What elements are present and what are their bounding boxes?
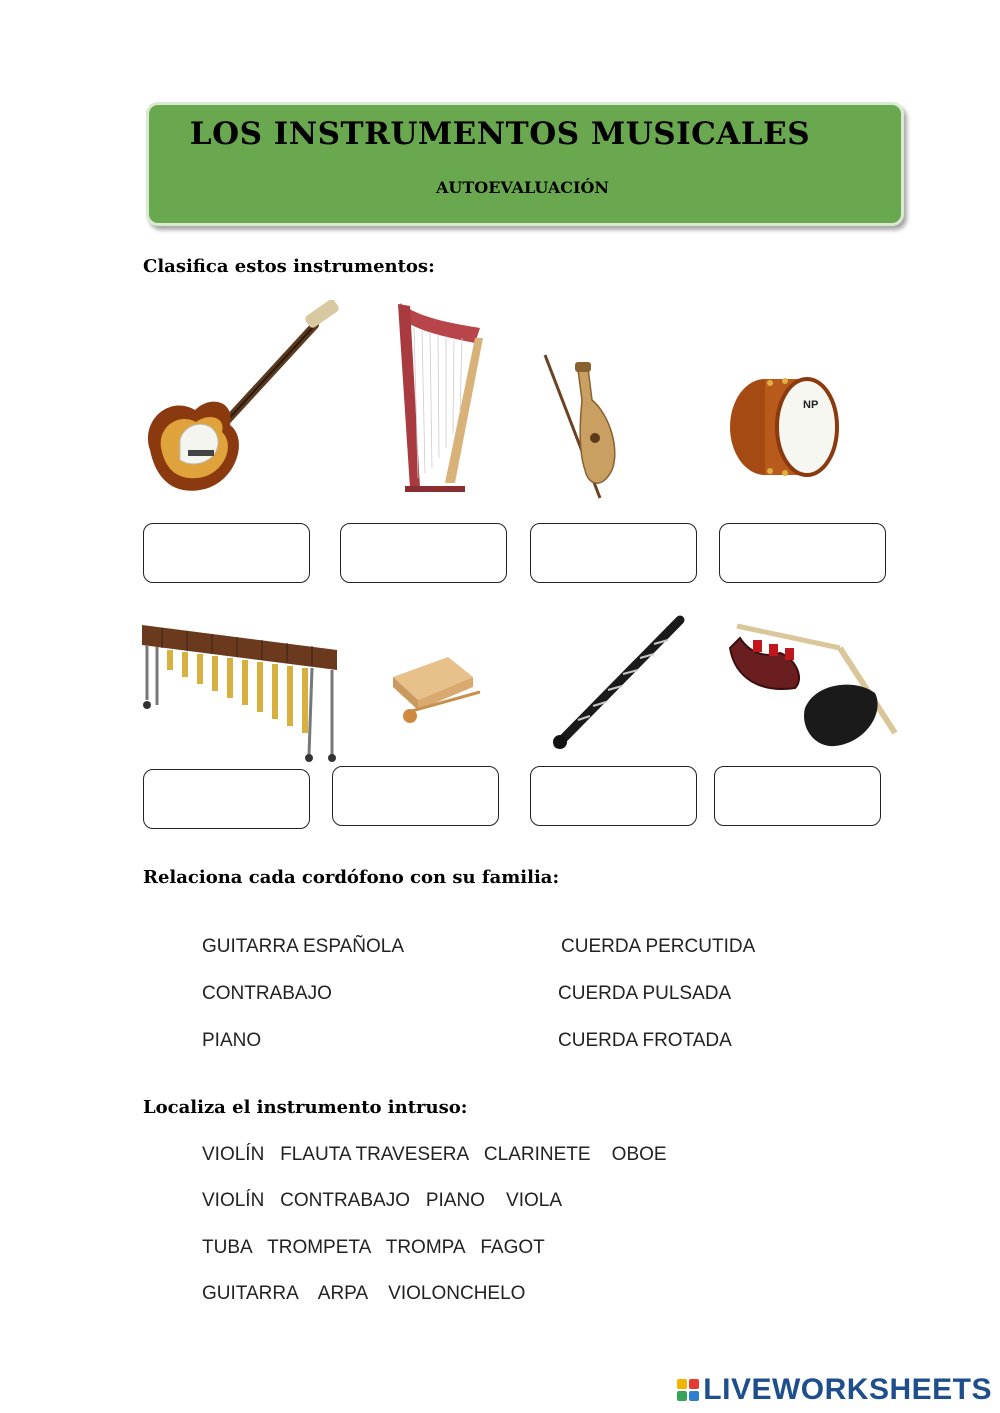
harp-icon [390,298,490,498]
marimba-icon [137,620,347,765]
answer-box-5[interactable] [143,769,310,829]
section2-heading: Relaciona cada cordófono con su familia: [143,867,560,888]
answer-box-7[interactable] [530,766,697,826]
intruder-line-4[interactable]: GUITARRA ARPA VIOLONCHELO [202,1283,526,1304]
match-right-1[interactable]: CUERDA PERCUTIDA [561,936,756,957]
section1-heading: Clasifica estos instrumentos: [143,256,435,277]
answer-box-6[interactable] [332,766,499,826]
intruder-line-2[interactable]: VIOLÍN CONTRABAJO PIANO VIOLA [202,1190,563,1211]
wood-block-icon [388,652,488,727]
section3-heading: Localiza el instrumento intruso: [143,1097,468,1118]
svg-text:NP: NP [803,399,819,411]
answer-box-2[interactable] [340,523,507,583]
match-right-3[interactable]: CUERDA FROTADA [558,1030,732,1051]
answer-box-1[interactable] [143,523,310,583]
match-right-2[interactable]: CUERDA PULSADA [558,983,732,1004]
match-left-1[interactable]: GUITARRA ESPAÑOLA [202,936,405,957]
match-left-2[interactable]: CONTRABAJO [202,983,332,1004]
rebec-icon [540,350,650,500]
answer-box-3[interactable] [530,523,697,583]
answer-box-8[interactable] [714,766,881,826]
intruder-line-1[interactable]: VIOLÍN FLAUTA TRAVESERA CLARINETE OBOE [202,1144,667,1165]
page-subtitle: AUTOEVALUACIÓN [435,178,610,197]
oboe-icon [548,612,693,757]
bass-drum-icon [725,375,840,480]
electric-bass-icon [140,300,345,500]
logo-text: LIVEWORKSHEETS [703,1373,992,1406]
logo-mark-icon [677,1379,699,1401]
page-title: LOS INSTRUMENTOS MUSICALES [189,116,811,152]
answer-box-4[interactable] [719,523,886,583]
bagpipe-icon [725,618,900,753]
match-left-3[interactable]: PIANO [202,1030,262,1051]
intruder-line-3[interactable]: TUBA TROMPETA TROMPA FAGOT [202,1237,545,1258]
liveworksheets-logo [677,1373,992,1407]
